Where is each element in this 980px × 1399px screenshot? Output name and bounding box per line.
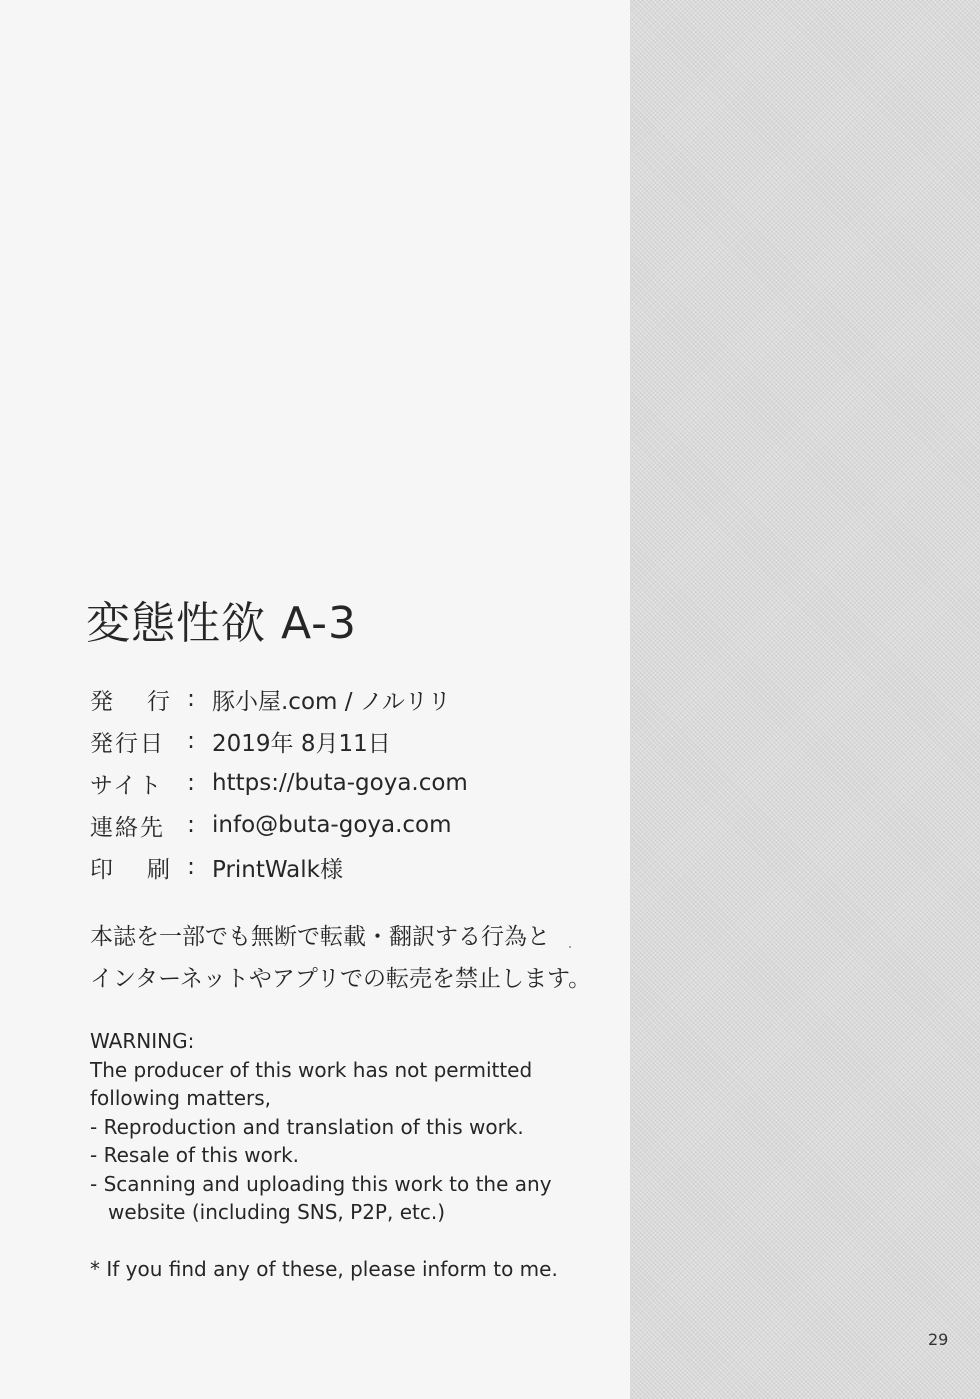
notice-line: インターネットやアプリでの転売を禁止します。	[90, 966, 592, 992]
contact-label: 連絡先	[90, 814, 165, 841]
colophon-row-contact	[90, 804, 610, 846]
colophon-row-site	[90, 762, 610, 804]
row-separator: :	[187, 812, 195, 838]
printer-value: PrintWalk様	[212, 856, 343, 883]
warning-block	[90, 1027, 558, 1227]
page-shade	[630, 0, 980, 1399]
warning-item: - Reproduction and translation of this work.	[90, 1114, 524, 1139]
colophon-row-publisher	[90, 678, 610, 720]
print-speck	[569, 946, 571, 948]
row-separator: :	[187, 770, 195, 796]
warning-intro: The producer of this work has not permitted	[90, 1057, 533, 1082]
warning-intro: following matters,	[90, 1086, 271, 1110]
footnote: * If you find any of these, please inform to me.	[90, 1257, 558, 1281]
page-title: 変態性欲 A-3	[86, 598, 357, 649]
site-value: https://buta-goya.com	[212, 770, 468, 796]
notice-line: 本誌を一部でも無断で転載・翻訳する行為と	[90, 924, 550, 950]
contact-value: info@buta-goya.com	[212, 812, 452, 838]
publisher-label: 発 行	[90, 688, 170, 715]
publisher-value: 豚小屋.com / ノルリリ	[212, 688, 451, 715]
date-value: 2019年 8月11日	[212, 730, 391, 757]
printer-label: 印 刷	[90, 856, 170, 883]
row-separator: :	[187, 854, 195, 880]
row-separator: :	[187, 728, 195, 754]
warning-heading: WARNING:	[90, 1029, 195, 1053]
warning-item: - Scanning and uploading this work to the any website (including SNS, P2P, etc.)	[90, 1171, 552, 1224]
colophon-row-printer	[90, 846, 610, 888]
warning-item: - Resale of this work.	[90, 1143, 300, 1167]
date-label: 発行日	[90, 730, 165, 757]
notice-japanese	[90, 916, 591, 1000]
site-label: サイト	[90, 772, 164, 799]
page-number: 29	[928, 1330, 949, 1349]
colophon	[90, 678, 610, 888]
row-separator: :	[187, 686, 195, 712]
colophon-row-date	[90, 720, 610, 762]
